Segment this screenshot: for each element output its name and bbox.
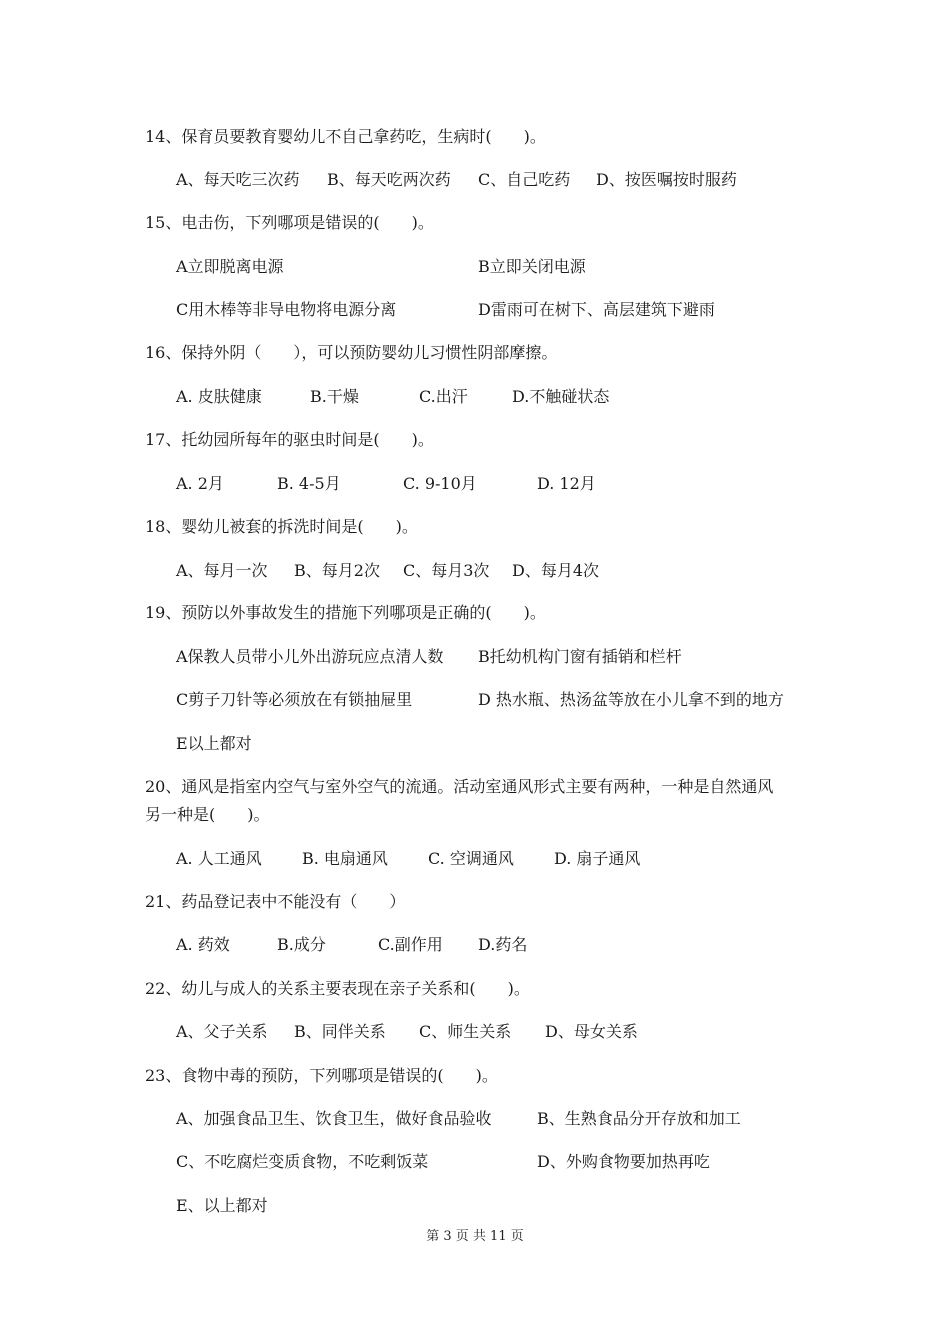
question-16-option-c: C.出汗	[419, 387, 468, 406]
question-17-option-c: C. 9-10月	[403, 474, 477, 493]
question-16-option-d: D.不触碰状态	[512, 387, 610, 406]
question-18-option-d: D、每月4次	[512, 561, 600, 580]
question-22-option-d: D、母女关系	[545, 1022, 638, 1041]
question-14-option-a: A、每天吃三次药	[176, 170, 300, 189]
question-22-option-b: B、同伴关系	[294, 1022, 386, 1041]
question-21-stem: 21、药品登记表中不能没有（ ）	[145, 892, 406, 911]
question-18-option-c: C、每月3次	[403, 561, 490, 580]
question-20-stem: 20、通风是指室内空气与室外空气的流通。活动室通风形式主要有两种，一种是自然通风	[145, 777, 774, 796]
question-20-option-c: C. 空调通风	[428, 849, 514, 868]
question-19-option-b: B托幼机构门窗有插销和栏杆	[478, 647, 682, 666]
question-19-option-d: D 热水瓶、热汤盆等放在小儿拿不到的地方	[478, 690, 784, 709]
question-21-option-d: D.药名	[478, 935, 528, 954]
question-15-option-c: C用木棒等非导电物将电源分离	[176, 300, 397, 319]
question-14-option-c: C、自己吃药	[478, 170, 571, 189]
question-16-stem: 16、保持外阴（ ），可以预防婴幼儿习惯性阴部摩擦。	[145, 343, 558, 362]
question-21-option-b: B.成分	[277, 935, 326, 954]
question-20-stem-line2: 另一种是( )。	[145, 805, 270, 824]
question-15-option-d: D雷雨可在树下、高层建筑下避雨	[478, 300, 715, 319]
question-22-option-c: C、师生关系	[419, 1022, 512, 1041]
question-23-option-c: C、不吃腐烂变质食物，不吃剩饭菜	[176, 1152, 429, 1171]
question-21-option-a: A. 药效	[176, 935, 230, 954]
question-20-option-b: B. 电扇通风	[302, 849, 388, 868]
question-17-stem: 17、托幼园所每年的驱虫时间是( )。	[145, 430, 434, 449]
question-23-stem: 23、食物中毒的预防，下列哪项是错误的( )。	[145, 1066, 498, 1085]
question-18-option-a: A、每月一次	[176, 561, 268, 580]
question-19-option-e: E以上都对	[176, 734, 252, 753]
question-14-stem: 14、保育员要教育婴幼儿不自己拿药吃，生病时( )。	[145, 127, 546, 146]
question-23-option-e: E、以上都对	[176, 1196, 268, 1215]
question-18-stem: 18、婴幼儿被套的拆洗时间是( )。	[145, 517, 418, 536]
question-19-option-a: A保教人员带小儿外出游玩应点清人数	[176, 647, 444, 666]
question-14-option-d: D、按医嘱按时服药	[596, 170, 737, 189]
question-20-option-d: D. 扇子通风	[554, 849, 641, 868]
page-number-footer: 第 3 页 共 11 页	[426, 1229, 524, 1244]
question-23-option-d: D、外购食物要加热再吃	[537, 1152, 710, 1171]
question-23-option-b: B、生熟食品分开存放和加工	[537, 1109, 741, 1128]
question-14-option-b: B、每天吃两次药	[327, 170, 451, 189]
question-19-option-c: C剪子刀针等必须放在有锁抽屉里	[176, 690, 413, 709]
question-15-option-b: B立即关闭电源	[478, 257, 586, 276]
question-20-option-a: A. 人工通风	[176, 849, 262, 868]
question-22-stem: 22、幼儿与成人的关系主要表现在亲子关系和( )。	[145, 979, 530, 998]
question-23-option-a: A、加强食品卫生、饮食卫生，做好食品验收	[176, 1109, 492, 1128]
question-16-option-a: A. 皮肤健康	[176, 387, 262, 406]
question-15-stem: 15、电击伤，下列哪项是错误的( )。	[145, 213, 434, 232]
question-22-option-a: A、父子关系	[176, 1022, 268, 1041]
question-15-option-a: A立即脱离电源	[176, 257, 284, 276]
question-17-option-d: D. 12月	[537, 474, 596, 493]
question-19-stem: 19、预防以外事故发生的措施下列哪项是正确的( )。	[145, 603, 546, 622]
question-16-option-b: B.干燥	[310, 387, 359, 406]
question-18-option-b: B、每月2次	[294, 561, 380, 580]
question-17-option-a: A. 2月	[176, 474, 224, 493]
question-17-option-b: B. 4-5月	[277, 474, 341, 493]
question-21-option-c: C.副作用	[378, 935, 443, 954]
